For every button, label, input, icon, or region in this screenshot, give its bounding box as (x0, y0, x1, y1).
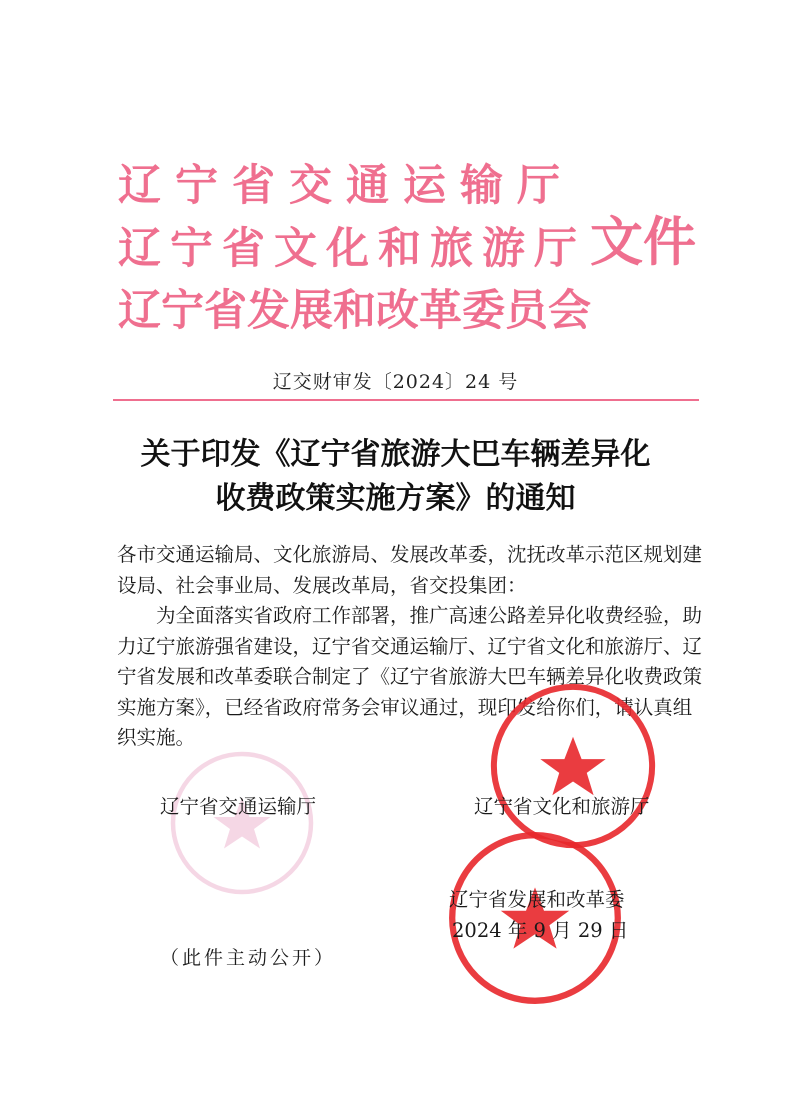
red-divider (113, 399, 699, 401)
issue-date: 2024 年 9 月 29 日 (452, 919, 629, 942)
document-word: 文件 (590, 211, 696, 273)
issuer-development: 辽宁省发展和改革委员会 (118, 286, 591, 336)
body-paragraph: 为全面落实省政府工作部署，推广高速公路差异化收费经验，助力辽宁旅游强省建设，辽宁省交通运输厅、辽宁省文化和旅游厅、辽宁省发展和改革委联合制定了《辽宁省旅游大巴车辆差异化收费政策实施方案》，已经省政府常务会审议通过，现印发给你们，请认真组织实施。 (117, 604, 703, 749)
disclosure-note: （此件主动公开） (160, 947, 337, 969)
culture-seal-icon (487, 680, 659, 852)
title-line-2: 收费政策实施方案》的通知 (215, 481, 576, 516)
signature-transport: 辽宁省交通运输厅 (160, 795, 317, 818)
issuer-transport: 辽宁省交通运输厅 (118, 161, 574, 211)
signature-development: 辽宁省发展和改革委 (449, 888, 625, 911)
signature-culture: 辽宁省文化和旅游厅 (474, 795, 650, 818)
title-line-1: 关于印发《辽宁省旅游大巴车辆差异化 (140, 437, 651, 472)
issuer-culture: 辽宁省文化和旅游厅 (118, 224, 586, 274)
document-number: 辽交财审发〔2024〕24 号 (272, 371, 519, 393)
transport-seal-icon (167, 748, 317, 898)
recipients: 各市交通运输局、文化旅游局、发展改革委，沈抚改革示范区规划建设局、社会事业局、发展改革局，省交投集团： (117, 543, 703, 597)
